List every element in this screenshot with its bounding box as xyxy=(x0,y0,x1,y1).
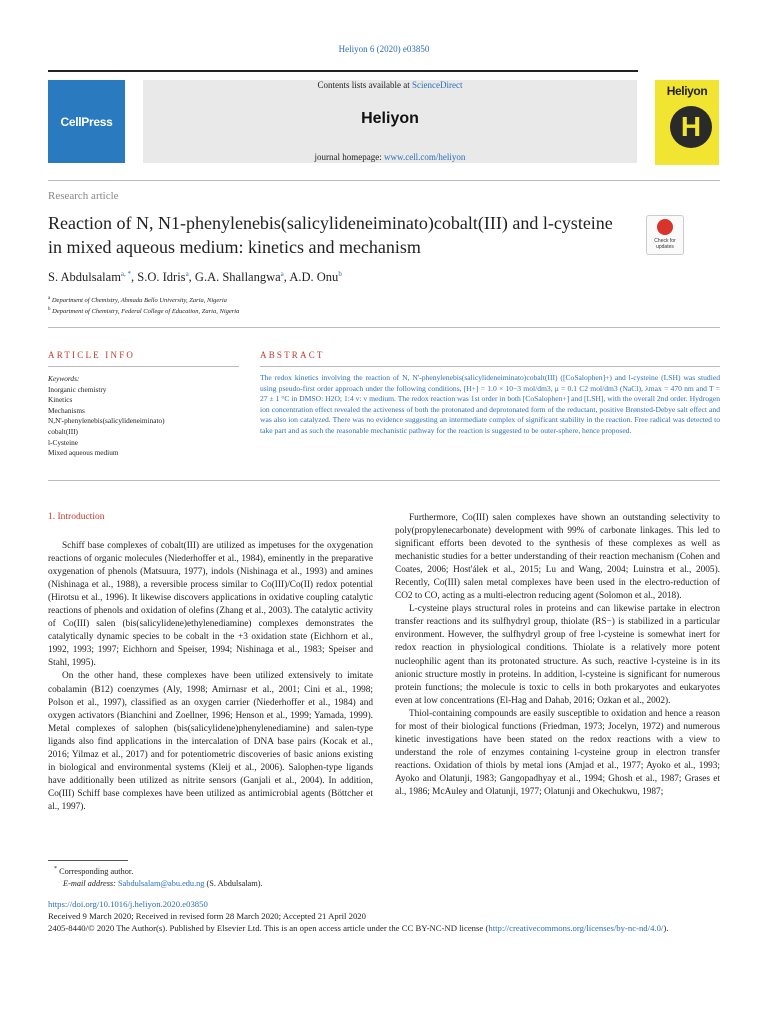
author-affiliation-marker[interactable]: a xyxy=(185,270,189,278)
affiliation-a xyxy=(48,296,227,304)
license-prefix: 2405-8440/© 2020 The Author(s). Published by Elsevier Ltd. This is an open access article under the CC BY-NC-ND license ( xyxy=(48,923,489,933)
license-suffix: ). xyxy=(663,923,669,933)
keyword: Kinetics xyxy=(48,395,73,405)
email-link[interactable]: Sabdulsalam@abu.edu.ng xyxy=(118,879,205,888)
abstract-divider xyxy=(260,366,720,367)
author xyxy=(195,270,284,284)
author-name: G.A. Shallangwa xyxy=(194,270,281,285)
body-paragraph: Schiff base complexes of cobalt(III) are utilized as impetuses for the oxygenation reactions of organic molecules (Niederhoffer et al., 1984), eminently in the preparative oxygenation of phenols (Matsuura, 1977), indols (Nishinaga et al., 1993) and amines (Nishinaga et al., 1988), a reversible process similar to Co(III)/Co(II) redox potential (Hirotsu et al., 1996). It likewise discovers applications in oxidative coupling catalytic reactions of phenols and oxidation of olefins (Zhang et al., 2003). The catalytic activity of Co(III) salen (bis(salicylidene)ethylenediamine) complexes demonstrates the catalytically dynamic species to be cobalt in the +3 oxidation state (Eichhorn et al., 1992, 1993; 1997; Eichhorn and Speiser, 1994; Nishinaga et al., 1983; Speiser and Stahl, 1995). xyxy=(48,541,373,669)
journal-name: Heliyon xyxy=(361,110,419,127)
article-type: Research article xyxy=(48,190,119,202)
affiliation-text: Department of Chemistry, Ahmadu Bello University, Zaria, Nigeria xyxy=(51,297,227,305)
article-metadata xyxy=(48,898,720,934)
keyword: l-Cysteine xyxy=(48,437,78,447)
sciencedirect-link[interactable]: ScienceDirect xyxy=(412,80,463,90)
keywords-heading: Keywords: xyxy=(48,374,80,383)
abstract-text: The redox kinetics involving the reaction of N, N'-phenylenebis(salicylideneiminato)cobalt(III) ([CoSalophen]+) and l-cysteine (LSH) was studied using pseudo-first order approach under the following conditions, [H+] = 1.0 × 10−3 mol/dm3, μ = 0.1 C2 mol/dm3 (NaCl), λmax = 470 nm and T = 27 ± 1 °C in DMSO: H2O; 1:4 v: v medium. The redox reaction was 1st order in both [CoSalophen+] and [LSH], with the overall 2nd order. Hydrogen ion concentration effect revealed the activeness of both the protonated and deprotonated form of the reductant, positive Brønsted-Debye salt effect and was also ion catalyzed. There was no evidence suggesting an intermediate complex of significant stability in the reaction. Free radical was detected to take part and as such the reasonable mechanistic pathway for the reaction is suggested to be outer-sphere, hence proposed. xyxy=(260,373,720,435)
license-statement xyxy=(48,922,720,934)
contents-prefix: Contents lists available at xyxy=(317,80,412,90)
homepage-link[interactable]: www.cell.com/heliyon xyxy=(384,152,466,162)
keyword: Inorganic chemistry xyxy=(48,384,107,394)
masthead-divider xyxy=(48,180,720,181)
keyword: Mechanisms xyxy=(48,405,85,415)
affiliation-marker: b xyxy=(48,307,51,312)
article-info-heading: ARTICLE INFO xyxy=(48,350,136,360)
author xyxy=(48,270,131,284)
introduction-heading: 1. Introduction xyxy=(48,512,105,522)
journal-citation[interactable]: Heliyon 6 (2020) e03850 xyxy=(338,44,430,54)
email-label: E-mail address: xyxy=(63,879,118,888)
received-dates: Received 9 March 2020; Received in revised form 28 March 2020; Accepted 21 April 2020 xyxy=(48,911,366,921)
author xyxy=(289,270,341,284)
keywords-list xyxy=(48,374,248,459)
affiliation-marker: a xyxy=(48,296,51,301)
email-suffix: (S. Abdulsalam). xyxy=(204,879,263,888)
author-affiliation-marker[interactable]: a, * xyxy=(120,270,132,278)
body-paragraph: On the other hand, these complexes have been utilized extensively to imitate cobalamin (B12) coenzymes (Aly, 1998; Amirnasr et al., 2001; Cini et al., 1998; Polson et al., 1997), classified as an oxygen carrier (Niederhoffer et al., 1984) and oxygen activators (Bianchini and Zoellner, 1996; Henson et al., 1999; Yamada, 1999). Metal complexes of salophen (bis(salicylidene)phenylenediamine) and salen-type ligands also find applications in the intercalation of DNA base pairs (Kocak et al., 2016; Yilmaz et al., 2017) and for potentiometric discoveries of basic anions existing in biological and environmental systems (Kleij et al., 2006). Salophen-type ligands have additionally been utilized as nitrite sensors (Ganjali et al., 2004). In addition, Co(III) Schiff base complexes have been utilized as antimicrobial agents (Böttcher et al., 1997). xyxy=(48,671,373,812)
body-column-right xyxy=(395,512,720,799)
license-link[interactable]: http://creativecommons.org/licenses/by-nc-nd/4.0/ xyxy=(488,923,664,933)
author-name: A.D. Onu xyxy=(289,270,339,285)
body-paragraph: Furthermore, Co(III) salen complexes have shown an outstanding selectivity to poly(propylenecarbonate) development with 99% of carbonate linkages. This led to significant efforts been devoted to the synthesis of these complexes as well as mechanistic studies for a better understanding of their reaction mechanism (Cohen and Coates, 2006; Host'álek et al., 2015; Lu and Wang, 2004; Luinstra et al., 2005). Recently, Co(III) salen metal complexes have been used in the electro-reduction of CO2 to CO, acting as a multi-electron reducing agent (Solomon et al., 2018). xyxy=(395,513,720,602)
cover-logo-icon: H xyxy=(670,106,712,148)
keyword: N,N'-phenylenebis(salicylideneiminato) xyxy=(48,416,165,426)
check-updates-label: Check for updates xyxy=(654,238,676,250)
author-name: S.O. Idris xyxy=(137,270,186,285)
cover-title: Heliyon xyxy=(666,84,708,98)
author xyxy=(137,270,188,284)
email-note xyxy=(63,879,263,888)
author-name: S. Abdulsalam xyxy=(48,270,121,285)
abstract-heading: ABSTRACT xyxy=(260,350,325,360)
doi-link[interactable]: https://doi.org/10.1016/j.heliyon.2020.e03850 xyxy=(48,899,208,909)
cellpress-logo[interactable]: CellPress xyxy=(48,80,125,163)
corresponding-author-note xyxy=(54,866,133,876)
body-column-left xyxy=(48,540,373,814)
abstract-bottom-divider xyxy=(48,480,720,481)
keyword: Mixed aqueous medium xyxy=(48,448,119,458)
keyword: cobalt(III) xyxy=(48,426,78,436)
article-info-divider xyxy=(48,366,239,367)
check-updates-icon xyxy=(657,219,673,235)
corresponding-text: Corresponding author. xyxy=(59,866,134,876)
affiliation-divider xyxy=(48,327,720,328)
homepage-line xyxy=(143,152,637,162)
header-divider xyxy=(48,70,638,72)
contents-line xyxy=(143,80,637,90)
footnote-divider xyxy=(48,860,128,861)
article-title: Reaction of N, N1-phenylenebis(salicylideneiminato)cobalt(III) and l-cysteine in mixed aqueous medium: kinetics and mechanism xyxy=(48,213,613,257)
homepage-prefix: journal homepage: xyxy=(314,152,385,162)
author-list: S. Abdulsalam$^{a, *}$, S.O. Idris$^a$, G.A. Shallangwa$^a$, A.D. Onu$^b$ xyxy=(48,270,342,285)
affiliation-b xyxy=(48,307,239,315)
footnote-marker: * xyxy=(54,866,57,872)
body-paragraph: Thiol-containing compounds are easily susceptible to oxidation and hence a reason for most of their biological functions (Friedman, 1973; Jocelyn, 1972) and numerous kinetic investigations have been stated on the redox reactions with a view to understand the role of enzymes containing l-cysteine group in electron transfer reactions. Oxidation of thiols by metal ions (Amjad et al., 1977; Ayoko et al., 1993; Ayoko and Olatunji, 1983; Gangopadhyay et al., 1994; Ghosh et al., 1987; Grases et al., 1986; McAuley and Olatunji, 1977; Olatunji and Okechukwu, 1987; xyxy=(395,708,720,797)
body-paragraph: L-cysteine plays structural roles in proteins and can likewise partake in electron transfer reactions and its sulfhydryl group, thiolate (RS−) is stabilized in a particular environment. However, the sulfhydryl group of free l-cysteine is somewhat inert for redox reaction in physiological conditions. Thiolate is a relatively more potent nucleophilic agent than its protonated structure. As such, reactive l-cysteine is in its anionic structure mostly in proteins. In addition, l-cysteine is significant for numerous protein functions; the molecule is toxic to cells in both prokaryotes and eukaryotes even at low concentrations (El-Hag and Dahab, 2016; Ozkan et al., 2002). xyxy=(395,604,720,706)
affiliation-text: Department of Chemistry, Federal College of Education, Zaria, Nigeria xyxy=(52,308,240,316)
author-affiliation-marker[interactable]: b xyxy=(338,270,342,278)
author-affiliation-marker[interactable]: a xyxy=(280,270,284,278)
